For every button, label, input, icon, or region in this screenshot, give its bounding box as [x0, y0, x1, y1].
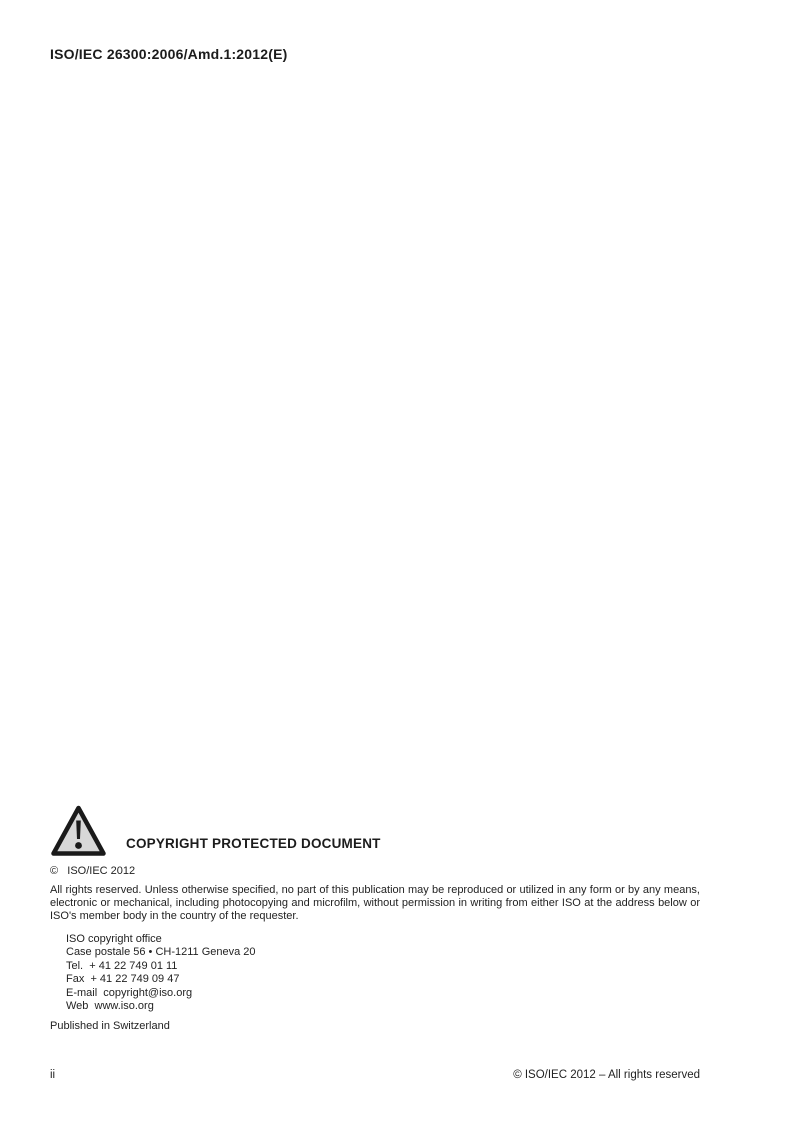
address-line-web: Web www.iso.org	[66, 1000, 154, 1013]
copyright-year-line: © ISO/IEC 2012	[50, 865, 136, 877]
published-in-line: Published in Switzerland	[50, 1019, 170, 1032]
address-line-email: E-mail copyright@iso.org	[66, 986, 193, 999]
copyright-address-block	[66, 933, 700, 1014]
address-line-office: ISO copyright office	[66, 932, 162, 945]
exclamation-dot	[75, 842, 82, 849]
page-footer	[50, 1069, 700, 1081]
copyright-section	[50, 804, 700, 1033]
copyright-body-paragraph: All rights reserved. Unless otherwise specified, no part of this publication may be reproduced or utilized in any form or by any means, electronic or mechanical, including photocopying and microfilm, without permission in writing from either ISO at the address below or ISO's member body in the country of the requester.	[50, 883, 700, 923]
footer-copyright-notice: © ISO/IEC 2012 – All rights reserved	[513, 1069, 700, 1081]
exclamation-bar	[76, 821, 81, 840]
copyright-banner	[50, 804, 700, 858]
warning-triangle-icon	[50, 804, 107, 858]
address-line-postal: Case postale 56 • CH-1211 Geneva 20	[66, 946, 256, 959]
footer-page-number: ii	[50, 1069, 56, 1081]
address-line-fax: Fax + 41 22 749 09 47	[66, 973, 180, 986]
address-line-tel: Tel. + 41 22 749 01 11	[66, 959, 178, 972]
copyright-banner-title: COPYRIGHT PROTECTED DOCUMENT	[126, 836, 381, 851]
document-reference-header: ISO/IEC 26300:2006/Amd.1:2012(E)	[50, 46, 288, 62]
